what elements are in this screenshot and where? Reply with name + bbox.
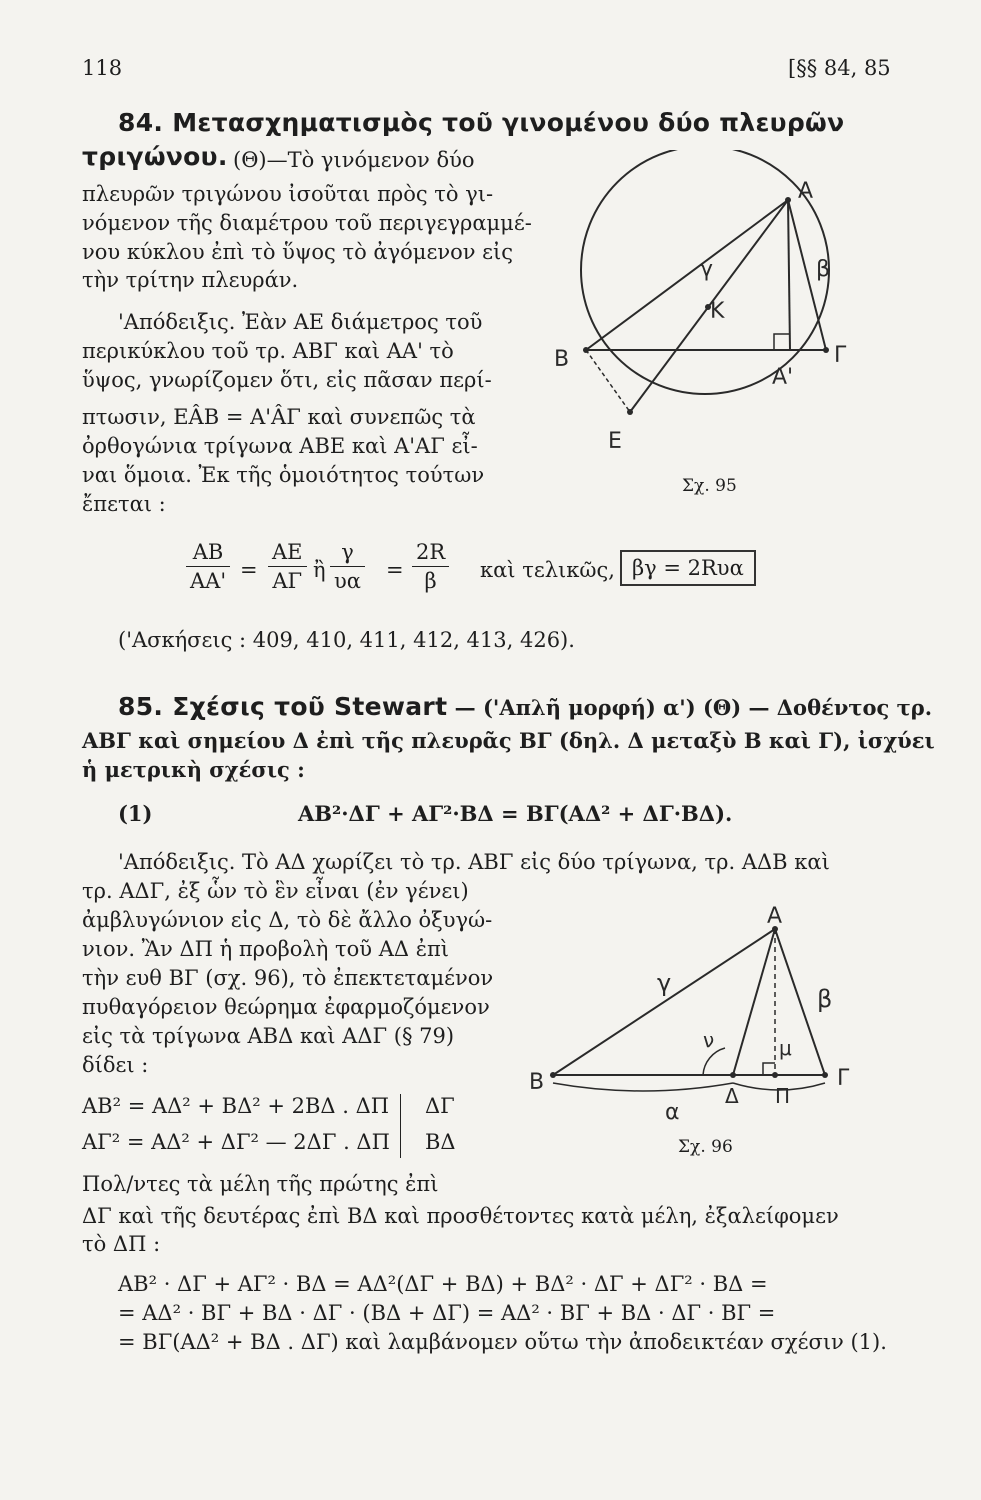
numerator: ΑΕ [272, 540, 303, 564]
point-d [730, 1072, 736, 1078]
multiply-text: τὸ ΔΠ : [82, 1232, 161, 1256]
label-b: Β [554, 347, 570, 372]
label-nu: ν [703, 1028, 715, 1052]
derivation-line: = ΑΔ² · ΒΓ + ΒΔ · ΔΓ · (ΒΔ + ΔΓ) = ΑΔ² · ΒΓ + ΒΔ · ΔΓ · ΒΓ = [118, 1301, 776, 1325]
proof-84-line: ναι ὅμοια. Ἐκ τῆς ὁμοιότητος τούτων [82, 463, 485, 487]
segment-be [586, 350, 630, 412]
point-b [550, 1072, 556, 1078]
section-reference: [§§ 84, 85 [788, 56, 891, 80]
boxed-result: βγ = 2Rυα [620, 550, 756, 586]
proof-85-line: εἰς τὰ τρίγωνα ΑΒΔ καὶ ΑΔΓ (§ 79) [82, 1024, 455, 1048]
denominator: ΑΑ' [186, 566, 230, 593]
label-b: Β [529, 1070, 545, 1095]
section-85-heading [118, 692, 932, 723]
fraction-ab-aa [186, 540, 230, 593]
proof-85-line: τρ. ΑΔΓ, ἐξ ὧν τὸ ἓν εἶναι (ἐν γένει) [82, 879, 469, 903]
multiply-text: ΔΓ καὶ τῆς δευτέρας ἐπὶ ΒΔ καὶ προσθέτοντες κατὰ μέλη, ἐξαλείφομεν [82, 1204, 839, 1228]
multiplier-1: ΔΓ [425, 1094, 455, 1118]
point-p [772, 1072, 778, 1078]
fraction-ae-ag [268, 540, 307, 593]
equals-sign: = [240, 558, 258, 582]
proof-84-line: ὕψος, γνωρίζομεν ὅτι, εἰς πᾶσαν περί- [82, 368, 492, 392]
denominator: ΑΓ [268, 566, 307, 593]
theorem-84-line: τὴν τρίτην πλευράν. [82, 268, 299, 292]
pythagorean-eq-1: ΑΒ² = ΑΔ² + ΒΔ² + 2ΒΔ . ΔΠ [82, 1094, 390, 1118]
figure-95 [548, 150, 888, 510]
label-d: Δ [725, 1084, 739, 1108]
separator-line [400, 1094, 401, 1158]
exercises-84: ('Ασκήσεις : 409, 410, 411, 412, 413, 426). [118, 628, 575, 652]
equation-number: (1) [118, 801, 153, 826]
page-number: 118 [82, 56, 123, 80]
point-a [785, 197, 791, 203]
label-g: Γ [837, 1066, 850, 1091]
point-g [822, 1072, 828, 1078]
fraction-gamma-ua [330, 540, 365, 593]
label-a: Α [767, 905, 783, 929]
proof-85-line: τὴν ευθ ΒΓ (σχ. 96), τὸ ἐπεκτεταμένον [82, 966, 494, 990]
label-g: Γ [834, 343, 847, 368]
point-b [583, 347, 589, 353]
multiply-text: Πολ/ντες τὰ μέλη τῆς πρώτης ἐπὶ [82, 1172, 439, 1196]
section-84-title-cont: τριγώνου. [82, 142, 228, 171]
section-85-title: 85. Σχέσις τοῦ Stewart [118, 692, 448, 721]
theorem-84-line: νου κύκλου ἐπὶ τὸ ὕψος τὸ ἀγόμενον εἰς [82, 240, 514, 264]
figure-95-caption: Σχ. 95 [682, 476, 737, 496]
proof-84-line: 'Απόδειξις. Ἐὰν ΑΕ διάμετρος τοῦ [118, 310, 483, 334]
label-gamma: γ [657, 969, 672, 997]
proof-84-line: περικύκλου τοῦ τρ. ΑΒΓ καὶ ΑΑ' τὸ [82, 339, 454, 363]
label-beta: β [816, 257, 831, 282]
figure-96 [525, 905, 870, 1120]
label-a-prime: Α' [772, 365, 794, 390]
numerator: 2R [416, 540, 446, 564]
angle-arc [703, 1048, 725, 1075]
figure-96-caption: Σχ. 96 [678, 1137, 733, 1157]
proof-85-line: 'Απόδειξις. Τὸ ΑΔ χωρίζει τὸ τρ. ΑΒΓ εἰς δύο τρίγωνα, τρ. ΑΔΒ καὶ [118, 850, 830, 874]
derivation-line: = ΒΓ(ΑΔ² + ΒΔ . ΔΓ) καὶ λαμβάνομεν οὕτω τὴν ἀποδεικτέαν σχέσιν (1). [118, 1330, 887, 1354]
proof-85-line: ἀμβλυγώνιον εἰς Δ, τὸ δὲ ἄλλο ὀξυγώ- [82, 908, 493, 932]
proof-84-line: ἔπεται : [82, 492, 166, 516]
derivation-line: ΑΒ² · ΔΓ + ΑΓ² · ΒΔ = ΑΔ²(ΔΓ + ΒΔ) + ΒΔ² · ΔΓ + ΔΓ² · ΒΔ = [118, 1272, 768, 1296]
brace-bd [553, 1083, 733, 1091]
label-p: Π [775, 1084, 791, 1108]
label-mu: μ [779, 1036, 792, 1060]
proof-85-line: νιον. Ἂν ΔΠ ἡ προβολὴ τοῦ ΑΔ ἐπὶ [82, 937, 450, 961]
section-85-statement: ΑΒΓ καὶ σημείου Δ ἐπὶ τῆς πλευρᾶς ΒΓ (δηλ. Δ μεταξὺ Β καὶ Γ), ἰσχύει [82, 728, 935, 753]
multiplier-2: ΒΔ [425, 1130, 456, 1154]
point-e [627, 409, 633, 415]
stewart-equation: ΑΒ²·ΔΓ + ΑΓ²·ΒΔ = ΒΓ(ΑΔ² + ΔΓ·ΒΔ). [298, 801, 733, 826]
equals-sign: = [386, 558, 404, 582]
point-g [823, 347, 829, 353]
proof-85-line: δίδει : [82, 1053, 149, 1077]
proof-85-line: πυθαγόρειον θεώρημα ἐφαρμοζόμενον [82, 995, 490, 1019]
theorem-84-line: (Θ)—Τὸ γινόμενον δύο [233, 148, 475, 172]
label-a: Α [798, 179, 814, 204]
fraction-2r-beta [412, 540, 449, 593]
section-85-statement: ἡ μετρικὴ σχέσις : [82, 757, 305, 782]
label-beta: β [817, 985, 833, 1013]
theorem-84-line: νόμενον τῆς διαμέτρου τοῦ περιγεγραμμέ- [82, 211, 532, 235]
label-k: Κ [710, 299, 725, 324]
numerator: ΑΒ [192, 540, 224, 564]
or-word: ἢ [313, 558, 326, 582]
cevian-ad [733, 929, 775, 1075]
section-84-title: 84. Μετασχηματισμὸς τοῦ γινομένου δύο πλευρῶν [118, 108, 845, 137]
finally-text: καὶ τελικῶς, [480, 558, 615, 582]
section-85-subtitle: — ('Απλῆ μορφή) α') (Θ) — Δοθέντος τρ. [447, 695, 933, 720]
numerator: γ [341, 540, 354, 564]
proof-84-line: ὀρθογώνια τρίγωνα ΑΒΕ καὶ Α'ΑΓ εἶ- [82, 434, 478, 458]
denominator: β [412, 566, 449, 593]
proof-84-line: πτωσιν, ΕÂΒ = Α'ÂΓ καὶ συνεπῶς τὰ [82, 405, 476, 429]
label-alpha: α [665, 1100, 680, 1120]
right-angle-mark [774, 334, 790, 350]
label-gamma: γ [700, 257, 714, 282]
denominator: υα [330, 566, 365, 593]
pythagorean-eq-2: ΑΓ² = ΑΔ² + ΔΓ² — 2ΔΓ . ΔΠ [82, 1130, 390, 1154]
theorem-84-line: πλευρῶν τριγώνου ἰσοῦται πρὸς τὸ γι- [82, 182, 494, 206]
altitude-aa [788, 200, 790, 350]
label-e: Ε [608, 429, 622, 454]
